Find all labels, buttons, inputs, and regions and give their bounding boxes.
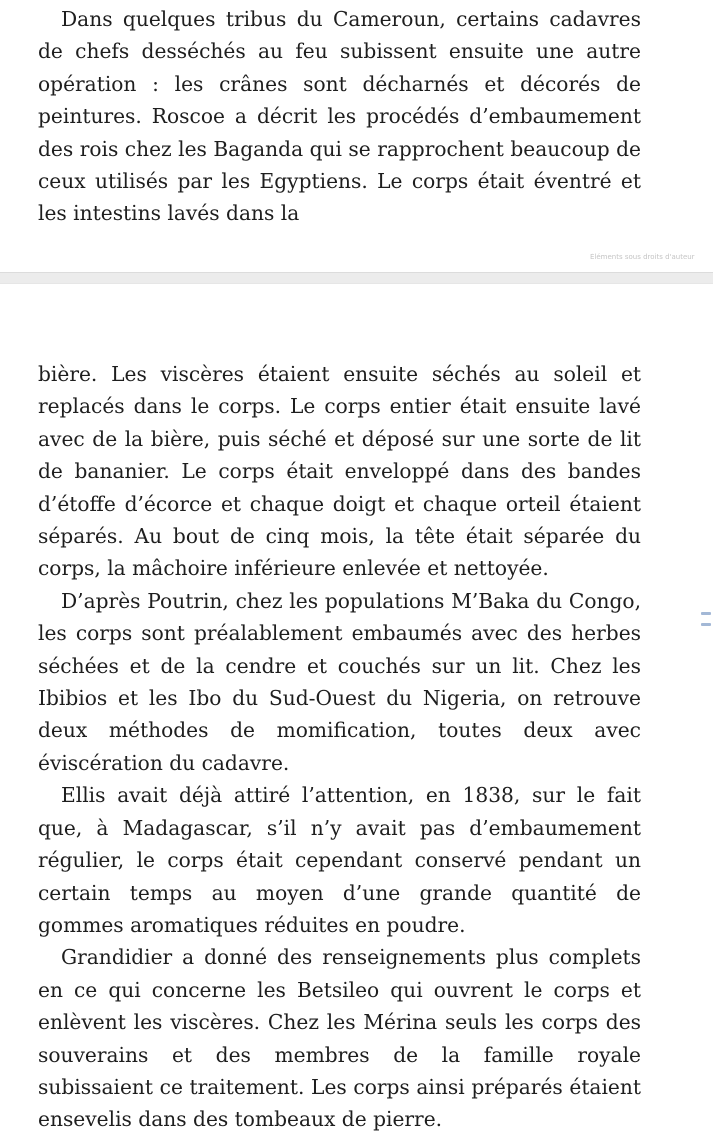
page-top-text [38, 3, 641, 230]
handle-bar [701, 612, 711, 615]
book-page-top [0, 0, 713, 272]
paragraph: D’après Poutrin, chez les populations M’Baka du Congo, les corps sont préalablement embaumés avec des herbes séchées et de la cendre et couchés sur un lit. Chez les Ibibios et les Ibo du Sud-Ouest du Nigeria, on retrouve deux méthodes de momification, toutes deux avec éviscération du cadavre. [38, 588, 641, 775]
handle-bar [701, 623, 711, 626]
paragraph: Dans quelques tribus du Cameroun, certains cadavres de chefs desséchés au feu subissent ensuite une autre opération : les crânes sont décharnés et décorés de peintures. Roscoe a décrit les procédés d’embaumement des rois chez les Baganda qui se rapprochent beaucoup de ceux utilisés par les Egyptiens. Le corps était éventré et les intestins lavés dans la [38, 7, 641, 226]
drag-handle-icon[interactable] [701, 612, 711, 626]
paragraph: Grandidier a donné des renseignements plus complets en ce qui concerne les Betsileo qui ouvrent le corps et enlèvent les viscères. Chez les Mérina seuls les corps des souverains et des membres de la famille royale subissaient ce traitement. Les corps ainsi préparés étaient ensevelis dans des tombeaux de pierre. [38, 945, 641, 1132]
copyright-watermark: Éléments sous droits d'auteur [590, 253, 695, 261]
page-bottom-text [38, 358, 641, 1136]
paragraph-continuation: bière. Les viscères étaient ensuite séchés au soleil et replacés dans le corps. Le corps entier était ensuite lavé avec de la bière, puis séché et déposé sur une sorte de lit de bananier. Le corps était enveloppé dans des bandes d’étoffe d’écorce et chaque doigt et chaque orteil étaient séparés. Au bout de cinq mois, la tête était séparée du corps, la mâchoire inférieure enlevée et nettoyée. [38, 362, 641, 581]
paragraph: Ellis avait déjà attiré l’attention, en 1838, sur le fait que, à Madagascar, s’il n’y avait pas d’embaumement régulier, le corps était cependant conservé pendant un certain temps au moyen d’une grande quantité de gommes aromatiques réduites en poudre. [38, 783, 641, 937]
book-page-bottom [0, 284, 713, 1132]
page-separator [0, 272, 713, 284]
